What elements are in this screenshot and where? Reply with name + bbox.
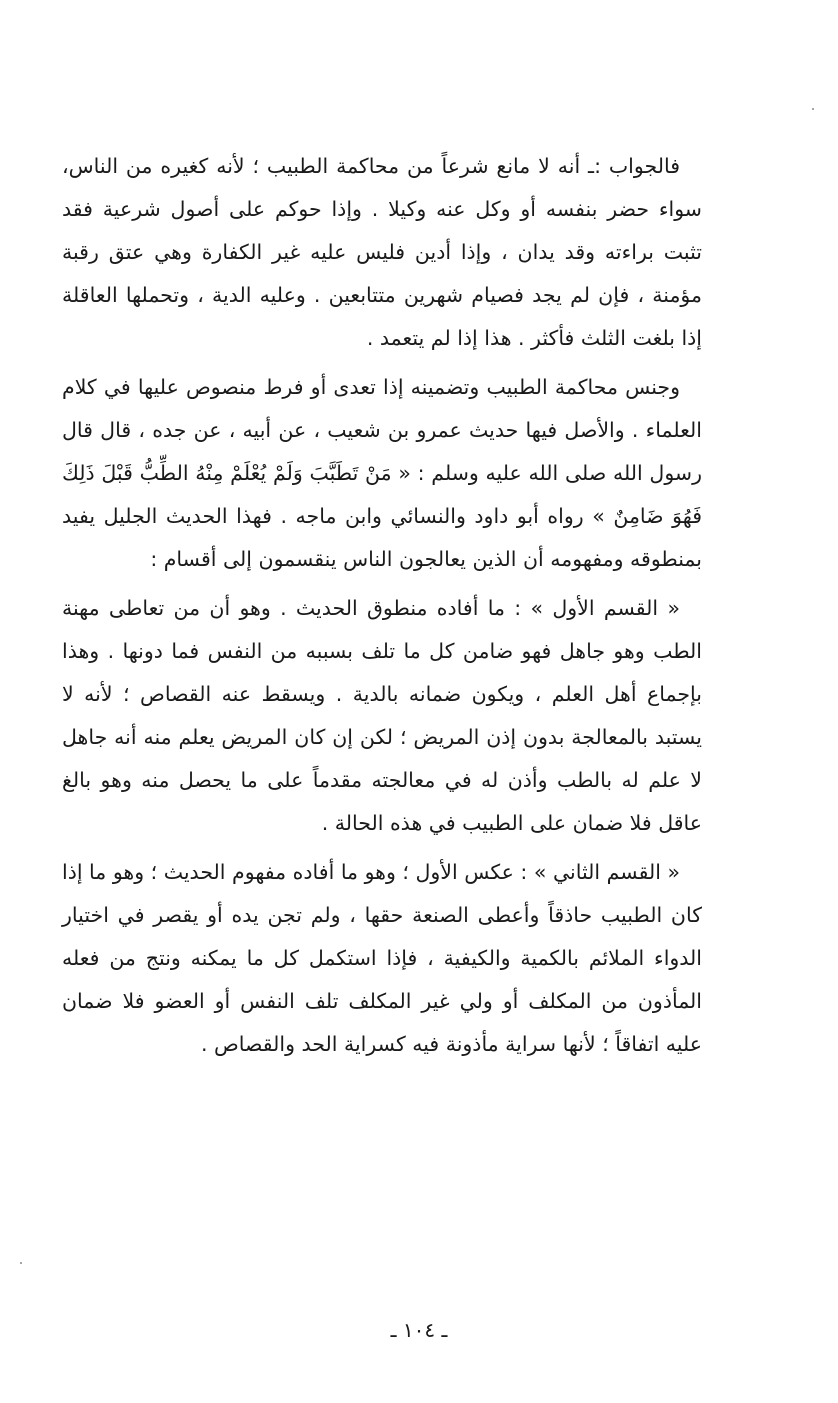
paragraph-trial-basis: وجنس محاكمة الطبيب وتضمينه إذا تعدى أو فرط منصوص عليها في كلام العلماء . والأصل فيها حديث عمرو بن شعيب ، عن أبيه ، عن جده ، قال قال رسول الله صلى الله عليه وسلم : « مَنْ تَطَبَّبَ وَلَمْ يُعْلَمْ مِنْهُ الطِّبُّ قَبْلَ ذَلِكَ فَهُوَ ضَامِنٌ » رواه أبو داود والنسائي وابن ماجه . فهذا الحديث الجليل يفيد بمنطوقه ومفهومه أن الذين يعالجون الناس ينقسمون إلى أقسام : bbox=[62, 375, 702, 571]
scan-speck bbox=[812, 108, 814, 110]
paragraph-first-category: « القسم الأول » : ما أفاده منطوق الحديث . وهو أن من تعاطى مهنة الطب وهو جاهل فهو ضامن كل ما تلف بسببه من النفس فما دونها . وهذا بإجماع أهل العلم ، ويكون ضمانه بالدية . ويسقط عنه القصاص ؛ لأنه لا يستبد بالمعالجة بدون إذن المريض ؛ لكن إن كان المريض يعلم منه أنه جاهل لا علم له بالطب وأذن له في معالجته مقدماً على ما يحصل منه وهو بالغ عاقل فلا ضمان على الطبيب في هذه الحالة . bbox=[62, 596, 702, 835]
paragraph-second-category: « القسم الثاني » : عكس الأول ؛ وهو ما أفاده مفهوم الحديث ؛ وهو ما إذا كان الطبيب حاذقاً وأعطى الصنعة حقها ، ولم تجن يده أو يقصر في اختيار الدواء الملائم بالكمية والكيفية ، فإذا استكمل كل ما يمكنه ونتج من فعله المأذون من المكلف أو ولي غير المكلف تلف النفس أو العضو فلا ضمان عليه اتفاقاً ؛ لأنها سراية مأذونة فيه كسراية الحد والقصاص . bbox=[62, 860, 702, 1056]
page-number: ـ ١٠٤ ـ bbox=[390, 1318, 448, 1342]
paragraph-answer: فالجواب :ـ أنه لا مانع شرعاً من محاكمة الطبيب ؛ لأنه كغيره من الناس، سواء حضر بنفسه أو وكل عنه وكيلا . وإذا حوكم على أصول شرعية فقد تثبت براءته وقد يدان ، وإذا أدين فليس عليه غير الكفارة وهي عتق رقبة مؤمنة ، فإن لم يجد فصيام شهرين متتابعين . وعليه الدية ، وتحملها العاقلة إذا بلغت الثلث فأكثر . هذا إذا لم يتعمد . bbox=[62, 154, 702, 350]
body-text bbox=[62, 145, 702, 1072]
scan-speck bbox=[20, 1262, 22, 1264]
